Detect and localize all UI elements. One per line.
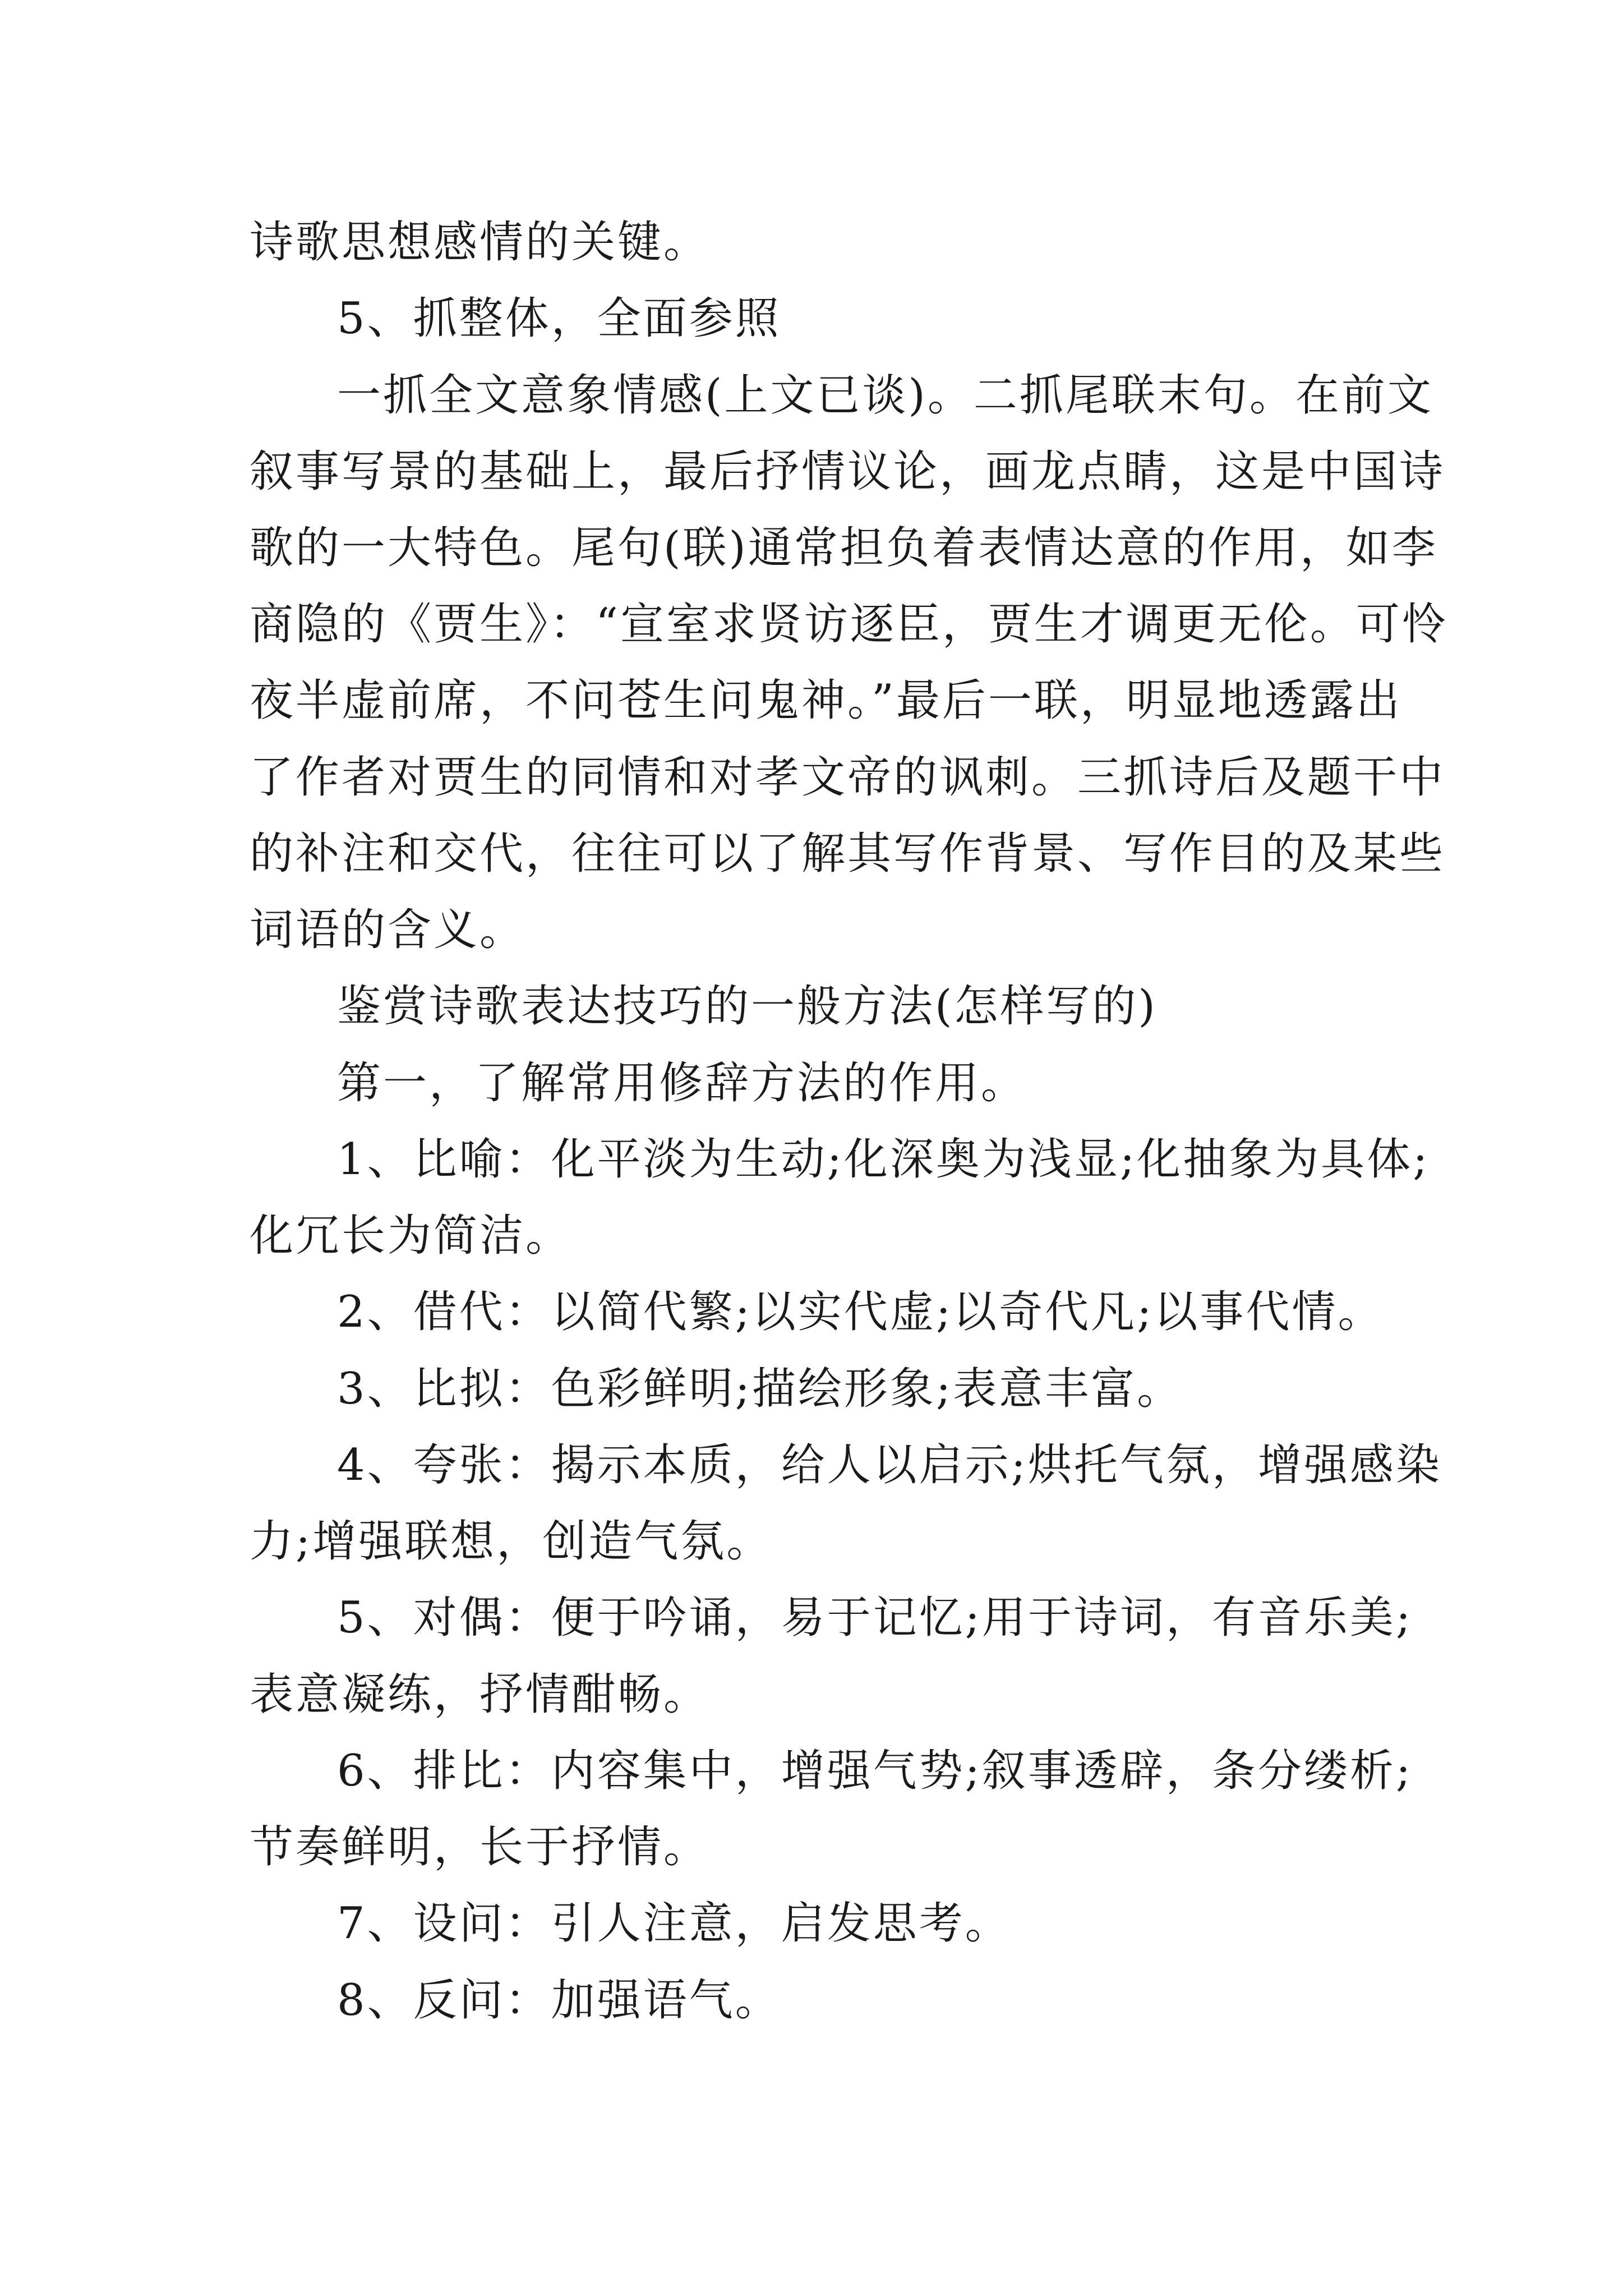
- text-line-4: 叙事写景的基础上，最后抒情议论，画龙点睛，这是中国诗: [250, 447, 1446, 497]
- item-metaphor-cont: 化冗长为简洁。: [250, 1211, 572, 1261]
- section-heading-techniques: 鉴赏诗歌表达技巧的一般方法(怎样写的): [337, 981, 1158, 1032]
- item-hyperbole: 4、夸张：揭示本质，给人以启示;烘托气氛，增强感染: [337, 1440, 1442, 1490]
- text-line-6: 商隐的《贾生》：“宣室求贤访逐臣，贾生才调更无伦。可怜: [250, 599, 1448, 650]
- item-antithesis: 5、对偶：便于吟诵，易于记忆;用于诗词，有音乐美;: [337, 1593, 1413, 1643]
- item-metaphor: 1、比喻：化平淡为生动;化深奥为浅显;化抽象为具体;: [337, 1134, 1430, 1185]
- text-line-5: 歌的一大特色。尾句(联)通常担负着表情达意的作用，如李: [250, 523, 1438, 573]
- item-metonymy: 2、借代：以简代繁;以实代虚;以奇代凡;以事代情。: [337, 1287, 1384, 1337]
- item-rhetorical-rebuttal: 8、反问：加强语气。: [337, 1975, 781, 2026]
- item-personification: 3、比拟：色彩鲜明;描绘形象;表意丰富。: [337, 1364, 1183, 1414]
- document-page: [250, 0, 1448, 2296]
- item-rhetorical-question: 7、设问：引人注意，启发思考。: [337, 1898, 1011, 1949]
- text-line-9: 的补注和交代，往往可以了解其写作背景、写作目的及某些: [250, 829, 1446, 879]
- item-hyperbole-cont: 力;增强联想，创造气氛。: [250, 1516, 773, 1567]
- item-parallelism: 6、排比：内容集中，增强气势;叙事透辟，条分缕析;: [337, 1746, 1413, 1796]
- text-line-7: 夜半虚前席，不问苍生问鬼神。”最后一联，明显地透露出: [250, 675, 1402, 726]
- heading-grasp-whole: 5、抓整体，全面参照: [337, 293, 781, 344]
- subheading-rhetoric: 第一，了解常用修辞方法的作用。: [337, 1058, 1027, 1108]
- item-antithesis-cont: 表意凝练，抒情酣畅。: [250, 1669, 710, 1720]
- text-line-3: 一抓全文意象情感(上文已谈)。二抓尾联末句。在前文: [337, 370, 1433, 421]
- item-parallelism-cont: 节奏鲜明，长于抒情。: [250, 1822, 710, 1872]
- text-line-8: 了作者对贾生的同情和对孝文帝的讽刺。三抓诗后及题干中: [250, 752, 1446, 803]
- text-line-1: 诗歌思想感情的关键。: [250, 217, 710, 268]
- text-line-10: 词语的含义。: [250, 905, 526, 955]
